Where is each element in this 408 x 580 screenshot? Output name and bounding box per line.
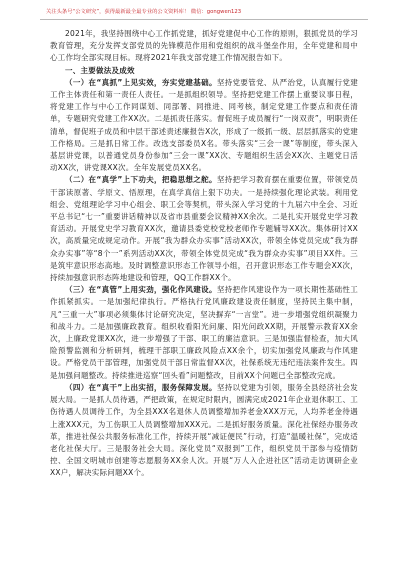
item-body: 坚持党要管党、从严治党，认真履行党建工作主体责任和第一责任人责任。一是抓组织领导。坚持把党建工作摆上重要议事日程，将党建工作与中心工作同谋划、同部署、同推进、同考核，制定党建工作要点和责任清单，专题研究党建工作XX次。二是抓责任落实。督促班子成员履行“一岗双责”，明职责任清单，督促班子成员和中层干部述责述廉报告X次，形成了一级抓一级、层层抓落实的党建工作格局。三是抓日常工作。改选支部委员X名。带头落实“三会一课”等制度，带头深入基层讲党课，以普通党员身份参加“三会一课”XX次、专题组织生活会XX次、主题党日活动XX次，讲党课XX次。全年发展党员XX名。 xyxy=(50,77,358,173)
section-heading: 一、主要做法及成效 xyxy=(65,65,135,75)
item-body: 坚持把作风建设作为一项长期性基础性工作抓紧抓实。一是加强纪律执行。严格执行党风廉政建设责任制度，坚持民主集中制，凡“三重一大”事项必须集体讨论研究决定，坚决摒弃“一言堂”。进一步增强党组织凝聚力和战斗力。二是加强廉政教育。组织收看阳光问廉、阳光问政XX期，开展警示教育XX余次，上廉政党课XX次，进一步增强了干部、职工的廉洁意识。三是加强监督检查，加大风险预警监测和分析研判，梳理干部职工廉政风险点XX余个，切实加强党风廉政与作风建设。严格党员干部管理，加强党员干部日常监督XX次，社保系统无违纪违法案件发生。四是加强问题整改。持续推进巡察“回头看”问题整改，目前XX个问题已全部整改完成。 xyxy=(50,285,358,380)
item-title: （二）在“真学”上下功夫，把稳思想之舵。 xyxy=(65,175,217,185)
item-paragraph-1 xyxy=(50,77,358,175)
item-paragraph-2 xyxy=(50,174,358,284)
item-title: （三）在“真管”上用实劲，强化作风建设。 xyxy=(65,285,217,295)
item-paragraph-3 xyxy=(50,284,358,382)
item-body: 坚持以党建为引领，服务全县经济社会发展大局。一是抓人员待遇，严把政策，在规定时限内，圆满完成2021年企业退休职工、工伤待遇人员调待工作，为全县XXX名退休人员调整增加养老金XXX万元，人均养老金待遇上涨XXX元，为工伤职工人员调整增加XXX元。二是抓好服务质量。深化社保经办服务改革，推进社保公共服务标准化工作，持续开展“减证便民”行动，打造“温暖社保”，完成适老化社保大厅。三是服务社会大局。深化党员“双报到”工作，组织党员干部参与疫情防控、全国文明城市创建等志愿服务XX余人次。开展“万人入企进社区”活动走访调研企业XX户，解决实际问题XX个。 xyxy=(50,382,358,478)
item-title: （四）在“真干”上出实招，服务保障发展。 xyxy=(65,382,217,392)
header-banner: 关注头条号“公文研究”，获得最新最全最专业的公文资料库！ 微信：gongwen123 xyxy=(46,9,242,15)
item-title: （一）在“真抓”上见实效，夯实党建基础。 xyxy=(65,77,217,87)
item-paragraph-4 xyxy=(50,382,358,480)
intro-paragraph: 2021年，我坚持围绕中心工作抓党建，抓好党建促中心工作的原则，狠抓党员的学习教育管理，充分发挥支部党员的先锋模范作用和党组织的战斗堡垒作用，全年党建和局中心工作均全部实现目标。现将2021年我支部党建工作情况报告如下。 xyxy=(50,29,358,63)
header-divider xyxy=(40,19,368,20)
document-body xyxy=(50,28,358,480)
item-body: 坚持把学习教育摆在重要位置，带领党员干部读原著、学原文、悟原理，在真学真信上狠下功夫。一是持续强化理论武装。利用党组会、党组理论学习中心组会、职工会等契机，带头深入学习党的十九届六中全会、习近平总书记“七一”重要讲话精神以及省市县重要会议精神XX余次。二是扎实开展党史学习教育活动。开展党史学习教育XX次，邀请县委党校党校老师作专题辅导XX次。集体研讨XX次，高质量完成规定动作。开展“我为群众办实事”活动XX次，带领全体党员完成“我为群众办实事”等“8个一”系列活动XX次，带领全体党员完成“我为群众办实事”项目XX件。三是筑牢意识形态高地。及时调整意识形态工作领导小组，召开意识形态工作专题会XX次，持续加强意识形态阵地建设和管理，QQ工作群XX个。 xyxy=(50,175,358,283)
